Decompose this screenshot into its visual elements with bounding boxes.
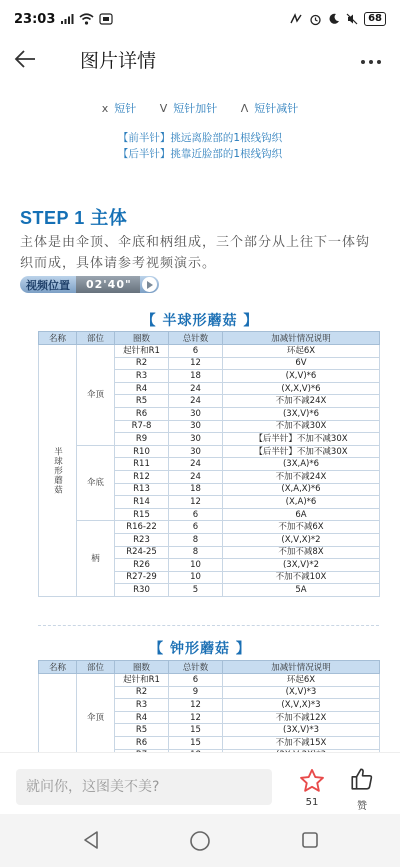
bottom-action-bar [0,752,400,814]
table-row: R6 30 (3X,V)*6 [39,407,380,420]
table-row: R26 10 (3X,V)*2 [39,559,380,572]
video-time: 02'40" [76,276,140,293]
part-stem: 柄 [77,521,115,597]
favorite-count: 51 [305,797,319,808]
table-header-row [39,332,380,345]
header-stitches: 总针数 [169,661,223,674]
table-row: R5 24 不加不减24X [39,395,380,408]
legend-item: x 短针 [101,102,137,115]
like-label: 赞 [357,801,367,812]
status-left [14,12,113,27]
header-round: 圈数 [115,661,169,674]
nav-back-button[interactable] [82,830,100,854]
table-row: 伞底 R10 30 【后半针】不加不减30X [39,445,380,458]
table-row: R23 8 (X,V,X)*2 [39,533,380,546]
table-row: R9 30 【后半针】不加不减30X [39,433,380,446]
note-back-loop: 【后半针】挑靠近脸部的1根线钩织 [117,148,283,160]
stitch-legend [0,100,400,116]
part-cap-bottom: 伞底 [77,445,115,521]
wifi-icon [79,13,94,25]
table-row: R5 15 (3X,V)*3 [39,724,380,737]
table-row: R12 24 不加不减24X [39,470,380,483]
table-row: R14 12 (X,A)*6 [39,496,380,509]
moon-icon [328,13,340,25]
mushroom-name: 半球形蘑菇 [39,345,77,597]
table-row: R27-29 10 不加不减10X [39,571,380,584]
table-row: 半球形蘑菇 伞顶 起针和R1 6 环起6X [39,345,380,358]
nav-home-button[interactable] [189,830,211,856]
header-name: 名称 [39,332,77,345]
comment-input[interactable]: 就问你，这图美不美? [16,769,272,805]
section-divider [38,625,379,626]
part-cap-top: 伞顶 [77,345,115,446]
table-row: R15 6 6A [39,508,380,521]
mute-icon [346,13,358,25]
favorite-button[interactable] [298,767,326,795]
table-row: R2 12 6V [39,357,380,370]
table-row: 柄 R16-22 6 不加不减6X [39,521,380,534]
table-row: R4 24 (X,X,V)*6 [39,382,380,395]
table-row: 伞顶 起针和R1 6 环起6X [39,674,380,687]
header-part: 部位 [77,661,115,674]
table-row: R6 15 不加不减15X [39,736,380,749]
nav-recents-button[interactable] [300,830,320,854]
more-options-button[interactable] [360,46,382,70]
more-dots-icon [360,59,382,65]
header-name: 名称 [39,661,77,674]
table-row: R3 18 (X,V)*6 [39,370,380,383]
table-row: R24-25 8 不加不减8X [39,546,380,559]
video-label: 视频位置 [26,278,70,292]
header-notes: 加减针情况说明 [223,661,380,674]
hd-icon [99,13,113,25]
pattern-image[interactable] [0,80,400,752]
note-front-loop: 【前半针】挑远离脸部的1根线钩织 [117,132,283,144]
table-row: R13 18 (X,A,X)*6 [39,483,380,496]
table-row: R4 12 不加不减12X [39,711,380,724]
header-round: 圈数 [115,332,169,345]
alarm-icon [309,13,322,26]
square-recents-icon [300,830,320,850]
nfc-icon [289,13,303,25]
step-description: 主体是由伞顶、伞底和柄组成，三个部分从上往下一体钩织而成，具体请参考视频演示。 [20,235,371,271]
legend-item: V 短针加针 [159,102,218,115]
video-position-badge [20,276,159,293]
header-stitches: 总针数 [169,332,223,345]
circle-home-icon [189,830,211,852]
table-title-bell: 【 钟形蘑菇 】 [149,641,251,657]
page-title: 图片详情 [80,49,157,72]
star-icon [298,767,326,795]
table-row: R11 24 (3X,A)*6 [39,458,380,471]
system-nav-bar [0,814,400,867]
back-button[interactable] [0,38,50,80]
signal-icon [60,13,74,25]
pattern-table-bell [38,660,380,762]
pattern-table-hemisphere [38,331,380,597]
like-button[interactable] [349,765,375,793]
table-row: R7-8 30 不加不减30X [39,420,380,433]
app-bar [0,38,400,80]
thumbs-up-icon [349,765,375,793]
play-icon [142,277,157,292]
battery-indicator: 68 [364,12,386,26]
arrow-left-icon [13,49,37,69]
table-header-row [39,661,380,674]
status-right [289,12,386,26]
step-title: STEP 1 主体 [20,208,128,228]
triangle-back-icon [82,830,100,850]
status-time: 23:03 [14,11,56,27]
mushroom-name-cell [39,674,77,762]
table-row: R3 12 (X,V,X)*3 [39,699,380,712]
header-notes: 加减针情况说明 [223,332,380,345]
table-title-hemisphere: 【 半球形蘑菇 】 [141,313,259,329]
legend-item: Λ 短针减针 [240,102,299,115]
part-cap-top: 伞顶 [77,674,115,762]
table-row: R30 5 5A [39,584,380,597]
table-row: R2 9 (X,V)*3 [39,686,380,699]
header-part: 部位 [77,332,115,345]
status-bar [0,0,400,38]
